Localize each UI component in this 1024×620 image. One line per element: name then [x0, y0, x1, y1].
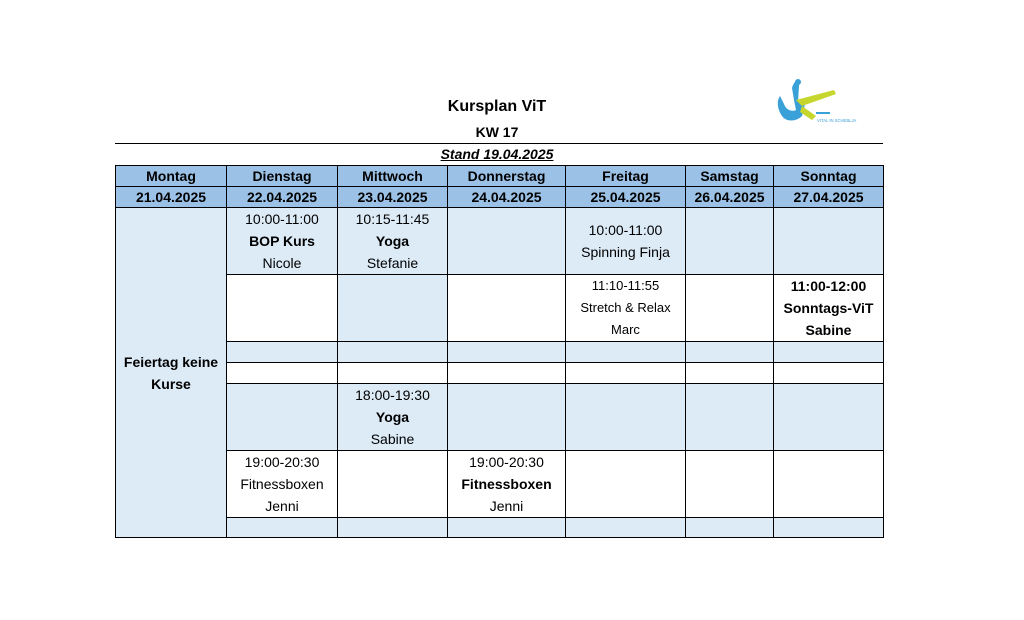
course-friday-spinning	[566, 208, 686, 275]
slot-row-7	[116, 518, 884, 538]
course-name: Fitnessboxen	[461, 476, 552, 492]
course-thursday-fitnessboxen	[448, 451, 566, 518]
empty-cell	[338, 342, 448, 363]
date-saturday: 26.04.2025	[686, 187, 774, 208]
empty-cell	[566, 363, 686, 384]
header-divider	[115, 143, 883, 144]
empty-cell	[448, 342, 566, 363]
slot-row-5	[116, 384, 884, 451]
empty-cell	[686, 208, 774, 275]
empty-cell	[686, 384, 774, 451]
slot-row-3	[116, 342, 884, 363]
day-header-thursday: Donnerstag	[448, 166, 566, 187]
course-schedule-table	[115, 165, 884, 538]
holiday-note-line2: Kurse	[151, 375, 191, 392]
course-trainer: Sabine	[805, 322, 852, 338]
course-tuesday-fitnessboxen	[227, 451, 338, 518]
course-friday-stretch	[566, 275, 686, 342]
slot-row-1	[116, 208, 884, 275]
course-trainer: Jenni	[489, 498, 524, 514]
date-friday: 25.04.2025	[566, 187, 686, 208]
holiday-note-line1: Feiertag keine	[123, 353, 219, 370]
svg-text:VITAL IN SCHEBLJA: VITAL IN SCHEBLJA	[817, 118, 857, 123]
course-time: 19:00-20:30	[469, 454, 544, 470]
empty-cell	[566, 518, 686, 538]
empty-cell	[448, 363, 566, 384]
empty-cell	[686, 363, 774, 384]
course-trainer: Sabine	[370, 431, 415, 447]
course-trainer: Marc	[611, 322, 640, 337]
day-header-sunday: Sonntag	[774, 166, 884, 187]
stand-date: Stand 19.04.2025	[440, 146, 554, 162]
course-time: 10:00-11:00	[588, 222, 663, 238]
slot-row-4	[116, 363, 884, 384]
day-header-tuesday: Dienstag	[227, 166, 338, 187]
date-wednesday: 23.04.2025	[338, 187, 448, 208]
empty-cell	[566, 342, 686, 363]
day-header-monday: Montag	[116, 166, 227, 187]
empty-cell	[686, 518, 774, 538]
week-label: KW 17	[475, 124, 519, 140]
empty-cell	[566, 384, 686, 451]
date-sunday: 27.04.2025	[774, 187, 884, 208]
course-trainer: Stefanie	[366, 255, 419, 271]
empty-cell	[686, 275, 774, 342]
monday-holiday-cell	[116, 208, 227, 538]
slot-row-6	[116, 451, 884, 518]
course-sunday-vit	[774, 275, 884, 342]
course-name: Yoga	[375, 233, 410, 249]
vit-logo	[772, 76, 857, 134]
empty-cell	[227, 275, 338, 342]
date-thursday: 24.04.2025	[448, 187, 566, 208]
course-trainer: Jenni	[265, 498, 299, 514]
course-trainer: Nicole	[262, 255, 302, 271]
empty-cell	[686, 342, 774, 363]
course-name: Fitnessboxen	[240, 476, 324, 492]
date-header-row	[116, 187, 884, 208]
date-tuesday: 22.04.2025	[227, 187, 338, 208]
course-time: 11:10-11:55	[591, 278, 660, 293]
page-title: Kursplan ViT	[447, 98, 547, 115]
day-header-friday: Freitag	[566, 166, 686, 187]
course-tuesday-bop	[227, 208, 338, 275]
empty-cell	[227, 384, 338, 451]
course-time: 10:15-11:45	[355, 211, 430, 227]
course-wednesday-yoga	[338, 208, 448, 275]
empty-cell	[774, 384, 884, 451]
empty-cell	[448, 208, 566, 275]
course-wednesday-yoga-evening	[338, 384, 448, 451]
course-time: 11:00-12:00	[790, 278, 867, 294]
empty-cell	[686, 451, 774, 518]
day-header-saturday: Samstag	[686, 166, 774, 187]
empty-cell	[227, 342, 338, 363]
date-monday: 21.04.2025	[116, 187, 227, 208]
empty-cell	[227, 518, 338, 538]
empty-cell	[448, 384, 566, 451]
empty-cell	[448, 518, 566, 538]
empty-cell	[774, 363, 884, 384]
empty-cell	[566, 451, 686, 518]
empty-cell	[338, 518, 448, 538]
course-time: 18:00-19:30	[355, 387, 430, 403]
empty-cell	[338, 451, 448, 518]
course-time: 19:00-20:30	[244, 454, 320, 470]
empty-cell	[448, 275, 566, 342]
empty-cell	[338, 275, 448, 342]
course-time: 10:00-11:00	[245, 211, 319, 227]
empty-cell	[774, 518, 884, 538]
empty-cell	[338, 363, 448, 384]
empty-cell	[227, 363, 338, 384]
day-header-wednesday: Mittwoch	[338, 166, 448, 187]
empty-cell	[774, 342, 884, 363]
empty-cell	[774, 451, 884, 518]
course-name: Yoga	[375, 409, 410, 425]
day-header-row	[116, 166, 884, 187]
slot-row-2	[116, 275, 884, 342]
course-name: Spinning Finja	[581, 244, 670, 260]
course-name: BOP Kurs	[249, 233, 315, 249]
course-name: Stretch & Relax	[580, 300, 671, 315]
course-name: Sonntags-ViT	[783, 300, 874, 316]
empty-cell	[774, 208, 884, 275]
